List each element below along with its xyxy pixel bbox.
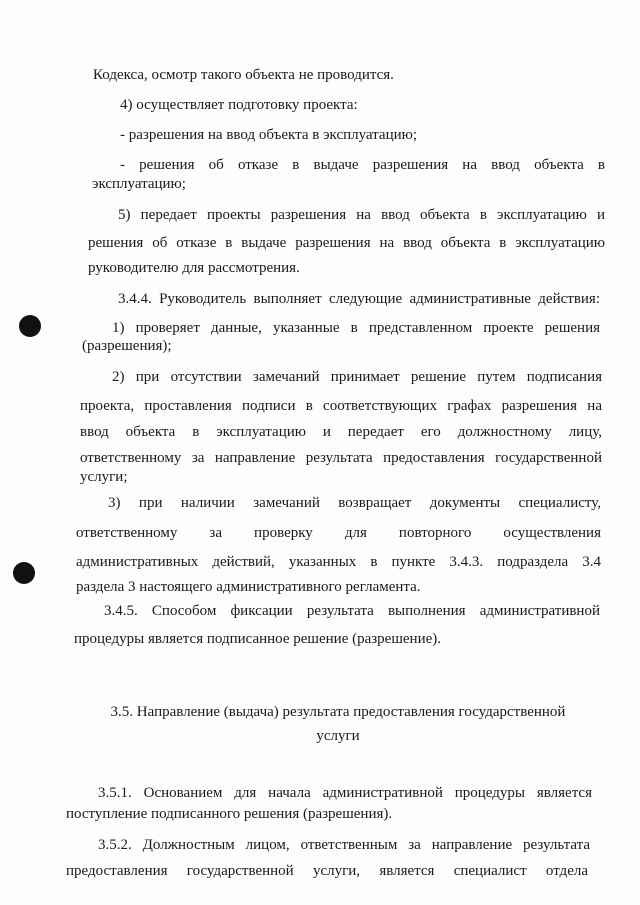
text-line: поступление подписанного решения (разрешения). — [66, 806, 393, 822]
list-item: 5) передает проекты разрешения на ввод объекта в эксплуатацию и — [118, 207, 605, 223]
text-line: (разрешения); — [82, 338, 172, 354]
text-line: Кодекса, осмотр такого объекта не проводится. — [93, 67, 394, 83]
list-item: 2) при отсутствии замечаний принимает решение путем подписания — [112, 369, 602, 385]
text-line: предоставления государственной услуги, является специалист отдела — [66, 863, 588, 879]
list-item: 1) проверяет данные, указанные в представленном проекте решения — [112, 320, 600, 336]
text-line: услуги; — [80, 469, 128, 485]
paragraph-3-5-2: 3.5.2. Должностным лицом, ответственным за направление результата — [98, 837, 590, 853]
paragraph-3-4-5: 3.4.5. Способом фиксации результата выполнения административной — [104, 603, 600, 619]
text-line: решения об отказе в выдаче разрешения на ввод объекта в эксплуатацию — [88, 235, 605, 251]
text-line: эксплуатацию; — [92, 176, 186, 192]
punch-hole-mark — [19, 315, 41, 337]
text-line: руководителю для рассмотрения. — [88, 260, 300, 276]
section-heading: 3.5. Направление (выдача) результата предоставления государственной — [110, 704, 566, 720]
list-item: - решения об отказе в выдаче разрешения на ввод объекта в — [120, 157, 605, 173]
list-item: - разрешения на ввод объекта в эксплуатацию; — [120, 127, 418, 143]
text-line: процедуры является подписанное решение (разрешение). — [74, 631, 442, 647]
text-line: ввод объекта в эксплуатацию и передает его должностному лицу, — [80, 424, 602, 440]
punch-hole-mark — [13, 562, 35, 584]
list-item: 4) осуществляет подготовку проекта: — [120, 97, 358, 113]
paragraph-3-5-1: 3.5.1. Основанием для начала административной процедуры является — [98, 785, 592, 801]
text-line: проекта, проставления подписи в соответствующих графах разрешения на — [80, 398, 602, 414]
list-item: 3) при наличии замечаний возвращает документы специалисту, — [108, 495, 601, 511]
section-heading: услуги — [316, 728, 360, 744]
text-line: раздела 3 настоящего административного регламента. — [76, 579, 421, 595]
paragraph-3-4-4: 3.4.4. Руководитель выполняет следующие административные действия: — [118, 291, 600, 307]
text-line: ответственному за проверку для повторного осуществления — [76, 525, 601, 541]
text-line: административных действий, указанных в пункте 3.4.3. подраздела 3.4 — [76, 554, 601, 570]
text-line: ответственному за направление результата предоставления государственной — [80, 450, 602, 466]
